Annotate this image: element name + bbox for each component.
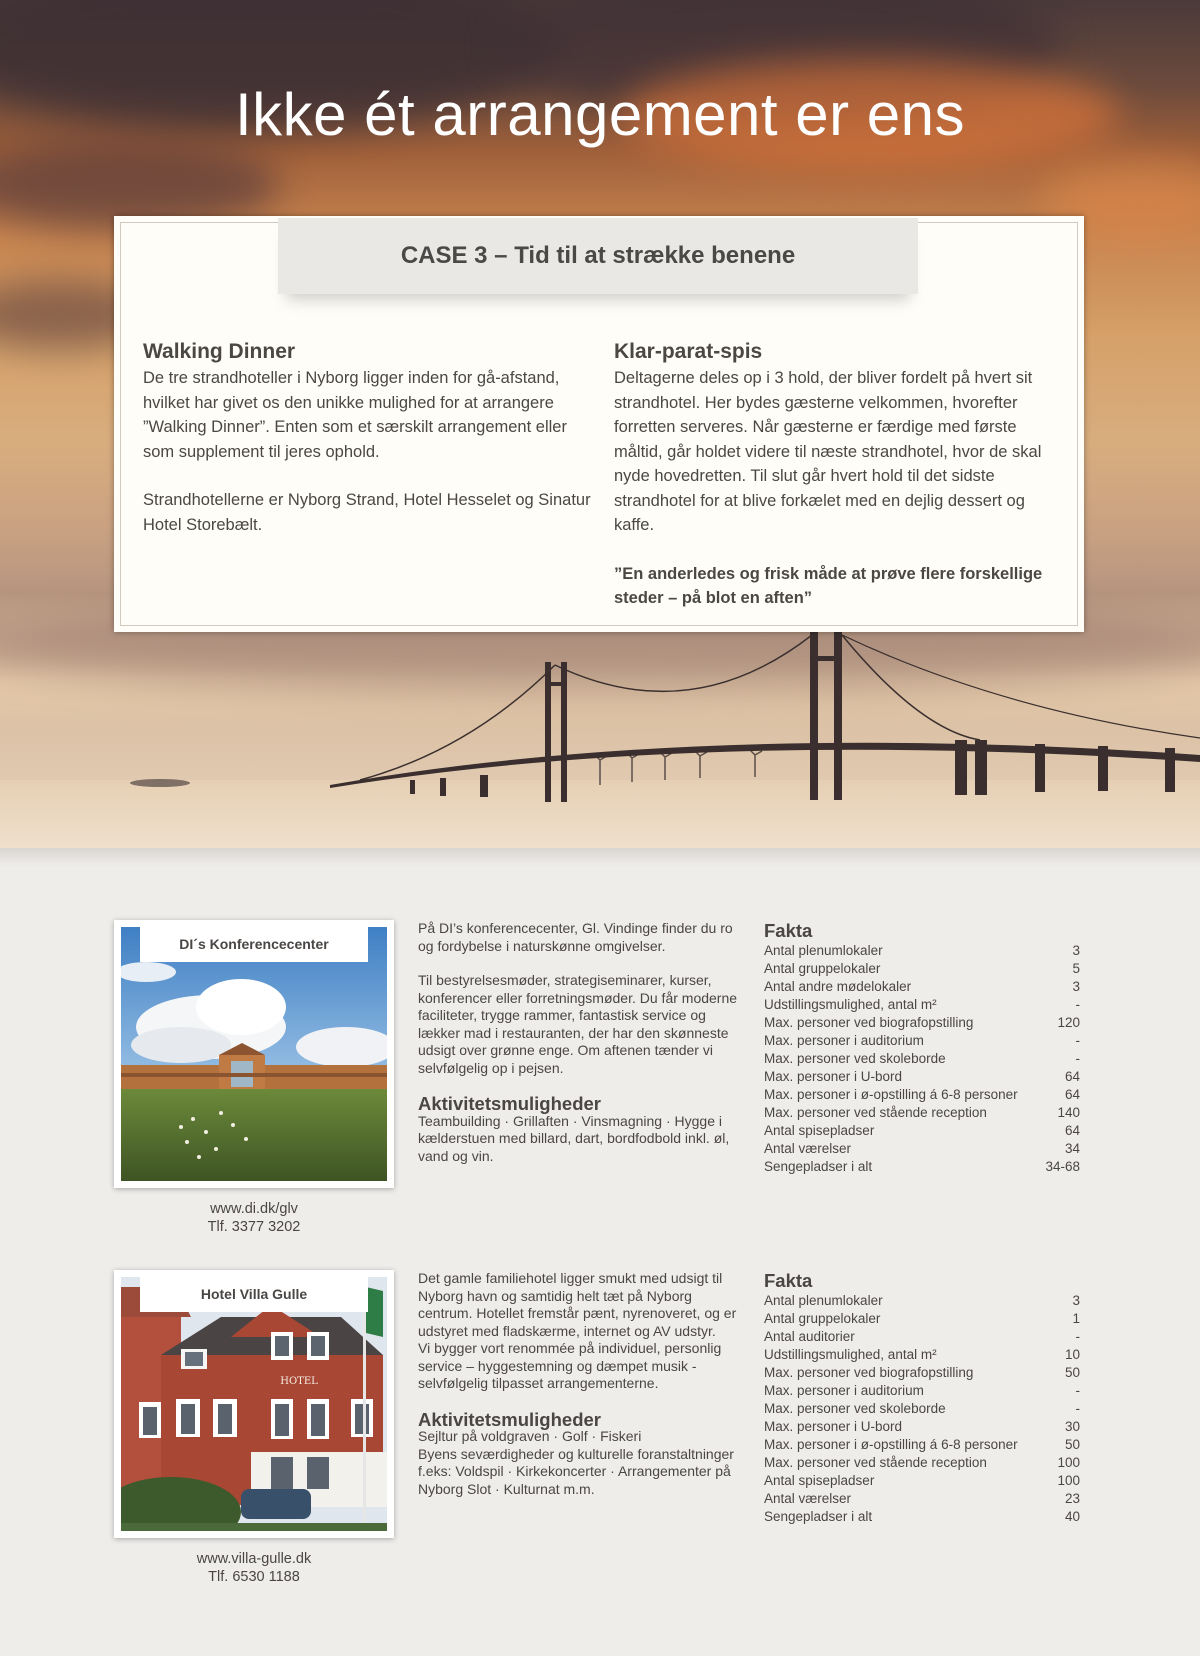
fact-row: [764, 996, 1080, 1014]
fact-row: [764, 942, 1080, 960]
venue-phone: Tlf. 3377 3202: [207, 1219, 301, 1235]
bridge-illustration: [0, 620, 1200, 810]
fact-label: Max. personer i auditorium: [764, 1033, 924, 1048]
fact-value: -: [1075, 1383, 1080, 1398]
fact-label: Max. personer i ø-opstilling á 6-8 personer: [764, 1087, 1018, 1102]
fact-value: 100: [1057, 1455, 1080, 1470]
case-left-column: [143, 340, 593, 537]
conference-center-photo: [121, 927, 387, 1181]
fact-value: 30: [1064, 1419, 1080, 1434]
fact-row: [764, 1158, 1080, 1176]
venue-photo: [121, 1277, 387, 1531]
fact-label: Max. personer ved stående reception: [764, 1105, 987, 1120]
activities-text: Teambuilding · Grillaften · Vinsmagning · Hygge i kælderstuen med billard, dart, bordfodbold inkl. øl, vand og vin.: [418, 1112, 730, 1164]
fact-value: -: [1075, 997, 1080, 1012]
venue-website-link[interactable]: www.di.dk/glv: [210, 1201, 298, 1217]
fact-row: [764, 1104, 1080, 1122]
activities-title: Aktivitetsmuligheder: [418, 1408, 601, 1430]
fact-value: 100: [1057, 1473, 1080, 1488]
venue-intro-text: På DI’s konferencecenter, Gl. Vindinge finder du ro og fordybelse i naturskønne omgivelser.: [418, 920, 733, 954]
facts-title: Fakta: [764, 1270, 813, 1291]
fact-row: [764, 1472, 1080, 1490]
venue-detail-text: Til bestyrelsesmøder, strategiseminarer, kurser, konferencer eller forretningsmøder. Du får moderne faciliteter, trygge rammer, fantastisk service og lækker mad i restauranten, der har den skønneste udsigt over grønne enge. Om aftenen tænder vi selvfølgelig op i pejsen.: [418, 972, 738, 1076]
venue-name-label: Hotel Villa Gulle: [140, 1276, 368, 1312]
fact-label: Max. personer ved biografopstilling: [764, 1015, 974, 1030]
hero-title: Ikke ét arrangement er ens: [234, 81, 966, 148]
fact-row: [764, 1418, 1080, 1436]
case-heading-tab: [278, 218, 918, 294]
fact-value: 3: [1072, 943, 1080, 958]
klar-parat-spis-text: Deltagerne deles op i 3 hold, der bliver fordelt på hvert sit strandhotel. Her bydes gæsterne velkommen, hvorefter forretten serveres. Når gæsterne er færdige med første måltid, går holdet videre til næste strandhotel, hvor de skal nyde hovedretten. Til slut går hvert hold til det sidste strandhotel for at blive forkælet med en dejlig dessert og kaffe.: [614, 369, 1042, 534]
walking-dinner-hotels-text: Strandhotellerne er Nyborg Strand, Hotel Hesselet og Sinatur Hotel Storebælt.: [143, 491, 591, 534]
activities-title: Aktivitetsmuligheder: [418, 1093, 601, 1114]
fact-label: Max. personer ved stående reception: [764, 1455, 987, 1470]
venue-intro-text: Det gamle familiehotel ligger smukt med udsigt til Nyborg havn og samtidig helt tæt på Nyborg centrum. Hotellet fremstår pænt, nyrenoveret, og er udstyret med fladskærme, internet og AV udstyr.: [418, 1270, 737, 1339]
fact-row: [764, 960, 1080, 978]
fact-row: [764, 978, 1080, 996]
fact-value: -: [1075, 1051, 1080, 1066]
venue-photo-card: [114, 1270, 394, 1538]
fact-row: [764, 1014, 1080, 1032]
fact-label: Max. personer ved skoleborde: [764, 1401, 946, 1416]
case-box: [114, 216, 1084, 632]
fact-value: 23: [1064, 1491, 1080, 1506]
fact-label: Antal plenumlokaler: [764, 943, 883, 958]
fact-label: Udstillingsmulighed, antal m²: [764, 1347, 937, 1362]
facts-table: [764, 1270, 1080, 1526]
venue-name-label: DI´s Konferencecenter: [140, 926, 368, 962]
fact-value: -: [1075, 1401, 1080, 1416]
fact-row: [764, 1436, 1080, 1454]
fact-row: [764, 1140, 1080, 1158]
fact-row: [764, 1292, 1080, 1310]
fact-row: [764, 1310, 1080, 1328]
fact-label: Max. personer i ø-opstilling á 6-8 personer: [764, 1437, 1018, 1452]
fact-row: [764, 1086, 1080, 1104]
case-heading: CASE 3 – Tid til at strække benene: [400, 242, 796, 269]
fact-label: Antal andre mødelokaler: [764, 979, 912, 994]
fact-label: Sengepladser i alt: [764, 1159, 873, 1174]
fact-value: 50: [1064, 1437, 1080, 1452]
fact-value: 10: [1064, 1347, 1080, 1362]
facts-title: Fakta: [764, 920, 813, 941]
fact-row: [764, 1346, 1080, 1364]
fact-row: [764, 1382, 1080, 1400]
section-divider: [0, 848, 1200, 866]
walking-dinner-text: De tre strandhoteller i Nyborg ligger inden for gå-afstand, hvilket har givet os den unikke mulighed for at arrangere ”Walking Dinner”. Enten som et særskilt arrangement eller som supplement til jeres ophold.: [143, 369, 567, 461]
venue-phone: Tlf. 6530 1188: [208, 1569, 300, 1585]
hotel-photo: [121, 1277, 387, 1531]
venue-description: [418, 1270, 738, 1498]
venue-website-link[interactable]: www.villa-gulle.dk: [196, 1551, 312, 1567]
fact-value: 34-68: [1045, 1159, 1080, 1174]
fact-value: 3: [1072, 979, 1080, 994]
fact-label: Antal auditorier: [764, 1329, 855, 1344]
activities-culture-text: Byens seværdigheder og kulturelle foranstaltninger f.eks: Voldspil · Kirkekoncerter · Arrangementer på Nyborg Slot · Kulturnat m.m.: [418, 1445, 734, 1497]
fact-row: [764, 1032, 1080, 1050]
venue-photo-card: [114, 920, 394, 1188]
fact-row: [764, 1490, 1080, 1508]
fact-row: [764, 1050, 1080, 1068]
fact-value: 34: [1064, 1141, 1080, 1156]
fact-row: [764, 1364, 1080, 1382]
fact-value: -: [1075, 1033, 1080, 1048]
venue-photo: [121, 927, 387, 1181]
fact-value: 3: [1072, 1293, 1080, 1308]
fact-value: 64: [1064, 1087, 1080, 1102]
klar-parat-spis-title: Klar-parat-spis: [614, 340, 763, 363]
fact-value: 140: [1057, 1105, 1080, 1120]
fact-value: 64: [1064, 1123, 1080, 1138]
fact-label: Antal gruppelokaler: [764, 1311, 881, 1326]
fact-label: Antal plenumlokaler: [764, 1293, 883, 1308]
fact-label: Max. personer ved biografopstilling: [764, 1365, 974, 1380]
fact-row: [764, 1068, 1080, 1086]
fact-label: Udstillingsmulighed, antal m²: [764, 997, 937, 1012]
case-quote: ”En anderledes og frisk måde at prøve flere forskellige steder – på blot en aften”: [614, 564, 1043, 607]
fact-value: -: [1075, 1329, 1080, 1344]
fact-value: 40: [1064, 1509, 1080, 1524]
fact-label: Antal spisepladser: [764, 1473, 875, 1488]
fact-row: [764, 1400, 1080, 1418]
venue-contact: [114, 1200, 394, 1236]
fact-value: 64: [1064, 1069, 1080, 1084]
walking-dinner-title: Walking Dinner: [143, 340, 296, 363]
fact-value: 1: [1072, 1311, 1080, 1326]
fact-label: Max. personer ved skoleborde: [764, 1051, 946, 1066]
facts-table: [764, 920, 1080, 1176]
venue-contact: [114, 1550, 394, 1586]
fact-value: 50: [1064, 1365, 1080, 1380]
fact-value: 5: [1072, 961, 1080, 976]
fact-label: Sengepladser i alt: [764, 1509, 873, 1524]
fact-value: 120: [1057, 1015, 1080, 1030]
fact-label: Antal værelser: [764, 1491, 852, 1506]
case-right-column: [614, 340, 1064, 611]
activities-text: Sejltur på voldgraven · Golf · Fiskeri: [418, 1428, 642, 1444]
fact-label: Max. personer i U-bord: [764, 1069, 903, 1084]
fact-row: [764, 1122, 1080, 1140]
venue-detail-text: Vi bygger vort renommée på individuel, personlig service – hyggestemning og dæmpet musik - selvfølgelig tilpasset arrangementerne.: [418, 1340, 722, 1391]
fact-label: Max. personer i auditorium: [764, 1383, 924, 1398]
fact-label: Antal spisepladser: [764, 1123, 875, 1138]
fact-label: Max. personer i U-bord: [764, 1419, 903, 1434]
fact-label: Antal værelser: [764, 1141, 852, 1156]
hotel-sign-text: HOTEL: [280, 1376, 318, 1387]
fact-row: [764, 1508, 1080, 1526]
fact-row: [764, 1328, 1080, 1346]
fact-label: Antal gruppelokaler: [764, 961, 881, 976]
fact-row: [764, 1454, 1080, 1472]
venue-description: [418, 920, 738, 1165]
